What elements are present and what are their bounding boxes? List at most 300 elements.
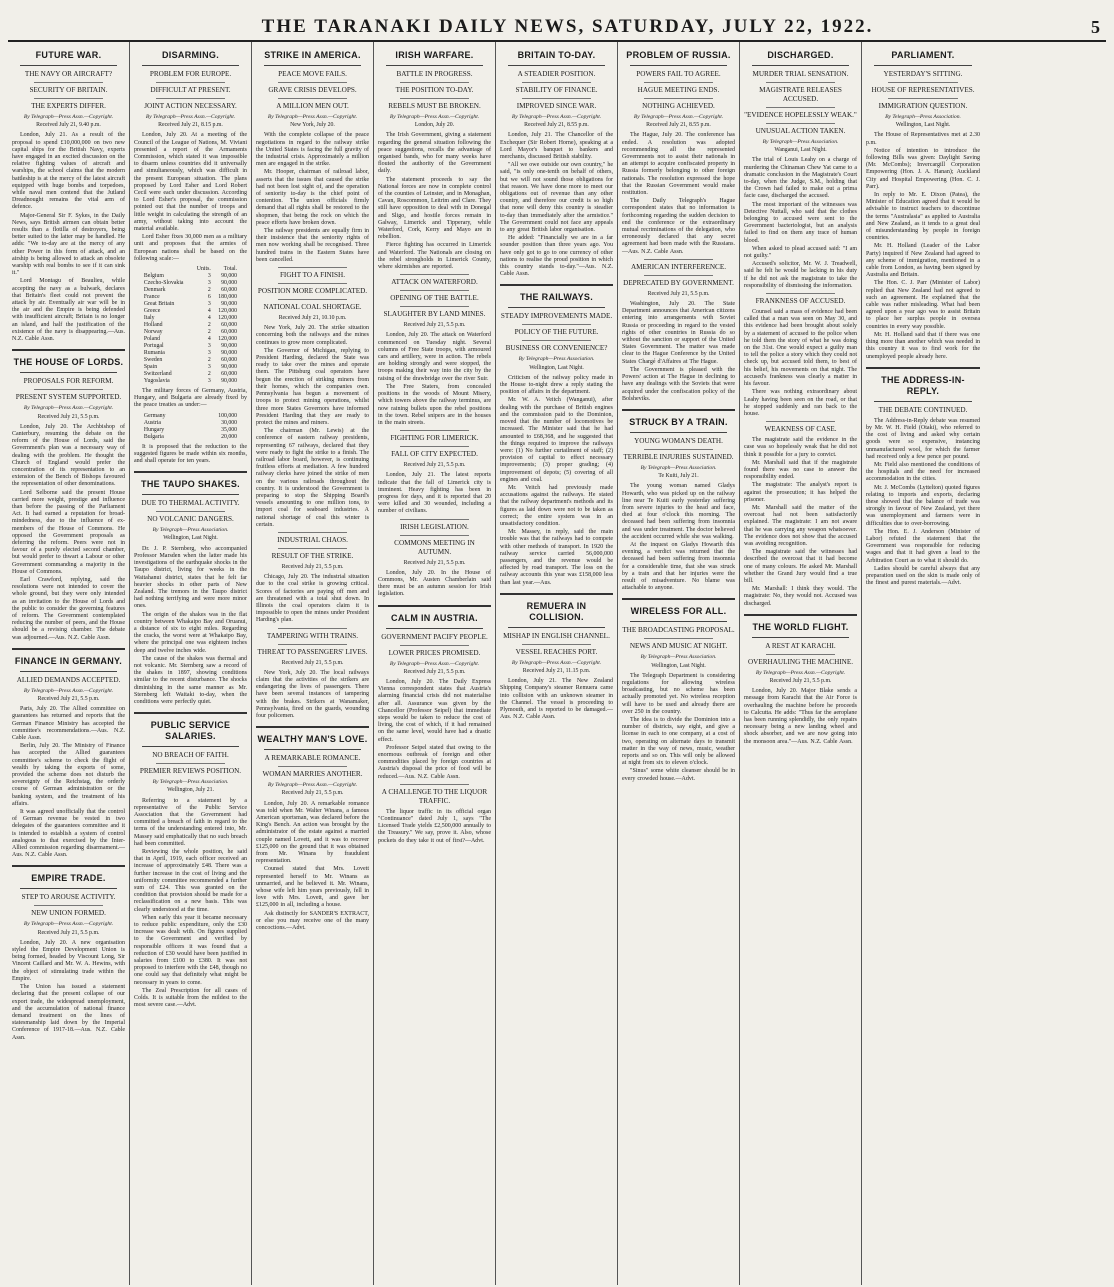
article-dateline: Wellington, July 21. [167,787,214,794]
column-3 [252,42,374,1285]
units-country: Switzerland [143,371,172,378]
deck-rule [278,299,347,300]
headline-rule [20,671,117,672]
article-paragraph: Berlin, July 20. The Ministry of Finance has accepted the Allied guarantees committee's scheme to check the flight of wealth by taking the exports of some, provided the scheme does not disturb the sovereignty of the Reichstag, the orderly course of German administration or the banking system, and the treatment of his affairs. [12,743,125,807]
article [134,712,247,1009]
article-deck: STEP TO AROUSE ACTIVITY. [21,893,116,902]
column-4 [374,42,496,1285]
article-paragraph: Mr. W. A. Veitch (Wanganui), after dealing with the purchase of British engines and the commission paid to the Dominion, moved that the number of locomotives be increased. The Minister said that he had amounted to £68,368, and he suggested that the things required to improve the railways were: (1) No further curtailment of staff; (2) provision of capital to effect necessary improvements; (3) proper grading; (4) improvement of depots; (5) covering of all engines and coal. [500,397,613,483]
units-value: 60,000 [221,371,238,378]
article-byline: By Telegraph—Press Assn.—Copyright. [267,782,358,789]
article-headline: REMUERA IN COLLISION. [526,600,587,622]
article-paragraph: London, July 20. A new organisation styled the Empire Development Union is being formed, headed by Viscount Long, Sir Vincent Caillard and Mr. W. A. Hewins, with the object of stimulating trade within the Empire. [12,939,125,982]
article-byline: By Telegraph—Press Assn.—Copyright. [23,405,114,412]
units-country: Rumania [143,350,165,357]
units-header-row [142,266,239,273]
units-value: 100,000 [218,412,238,419]
units-row [142,287,239,294]
article-byline: By Telegraph—Press Association. [640,654,717,661]
article [256,628,369,721]
article-paragraph: The Address-in-Reply debate was resumed by Mr. W. H. Field (Otaki), who referred to the cost of living and asked why certain goods were so expensive, instancing unmanufactured wool, for which the farmer had received only a few pence per pound. [866,417,980,460]
article-paragraph: Counsel stated that Mrs. Lovett represented herself to Mr. Winans as unmarried, and he believed it. Mr. Winans, whose wife left him years previously, fell in love with Mrs. Lovett, and gave her £125,000 in all, including a house. [256,866,369,909]
headline-rule [630,621,727,622]
units-value: 6 [207,294,211,301]
units-value: 60,000 [221,287,238,294]
article-deck: PREMIER REVIEWS POSITION. [139,767,242,776]
article-deck: COMMONS MEETING IN AUTUMN. [394,538,475,556]
article-deck: YESTERDAY'S SITTING. [883,70,963,78]
units-country: Norway [143,329,163,336]
article-deck: HAGUE MEETING ENDS. [637,86,720,94]
article-paragraph: London, July 21. As a result of the proposal to spend £10,000,000 on two new capital ships for the British Navy, experts have engaged in an excited discussion on the relative fighting values of aircraft and warships, the school claims that the modern battleship is at the mercy of the latest aircraft equipped with huge bombs and torpedoes, while naval men contend that the Jutland Dreadnought remains the vital arm of defence. [12,132,125,211]
article-paragraph: Mr. Marshall said that if the magistrate found there was no case to answer the responsibility ended. [744,459,857,481]
article-byline: By Telegraph—Press Assn.—Copyright. [145,114,236,120]
article-headline: WIRELESS FOR ALL. [630,606,727,617]
article-byline: By Telegraph—Press Association. [152,527,229,534]
article-dateline: Received July 21, 5.5 p.m. [403,668,466,675]
article-paragraph: The Hon. C. J. Parr (Minister of Labor) replied that New Zealand had not agreed to such an agreement. He explained that the cable was rather misleading. What had been agreed upon a year ago was to assist Britain to place her surplus people in oversea countries in every way possible. [866,280,980,330]
deck-rule [766,82,835,83]
article-deck: WEAKNESS OF CASE. [764,425,837,434]
article-deck: NOTHING ACHIEVED. [642,102,715,110]
article-paragraph: Paris, July 20. The Allied committee on guarantees has returned and reports that the German Finance Ministry has accepted the committee's recommendations.—Aus. N.Z. Cable Assn. [12,706,125,742]
article-deck: A STEADIER POSITION. [517,70,596,78]
units-value: 90,000 [221,273,238,280]
deck-rule [400,290,469,291]
section-rule [644,259,713,260]
article-byline: By Telegraph—Press Association. [762,139,839,145]
article-byline: By Telegraph—Press Association. [152,779,229,786]
article-deck: A REMARKABLE ROMANCE. [264,754,361,763]
article-deck: THE NAVY OR AIRCRAFT? [24,70,113,78]
article-paragraph: Lord Esher fixes 30,000 men as a military unit and proposes that the armies of European nations shall be based on the following scale:— [134,234,247,262]
deck-rule [644,275,713,276]
article-paragraph: Mr. H. Holland (Leader of the Labor Party) inquired if New Zealand had agreed to any scheme of immigration, mentioned in a cable from London, as having been signed by Australia and Britain. [866,243,980,279]
section-rule [278,532,347,533]
article [622,259,735,403]
units-value: 90,000 [221,378,238,385]
article-dateline: Wellington, Last Night. [163,535,218,542]
column-5 [496,42,618,1285]
article-dateline: Wellington, Last Night. [895,122,951,129]
article-paragraph: Dr. J. P. Sternberg, who accompanied Professor Marsden when the latter made his investigations of the earthquake shocks in the Taupo district, living for weeks in the Waitahanui district, states that he felt far heavier shocks in other parts of New Zealand. The tremors in the Taupo district had nothing terrifying and were more minor ones. [134,545,247,610]
article-paragraph: Fierce fighting has occurred in Limerick and Waterford. The Nationals are closing on the rebel strongholds in Limerick County, where skirmishes are reported. [378,242,491,271]
article-paragraph: The young woman named Gladys Howarth, who was picked up on the railway line near Te Kuiti early yesterday suffering from severe injuries to the head and face, died at four o'clock this morning. The deceased had been suffering from insomnia and was under treatment. The doctor believed the accident occurred while she was walking. [622,483,735,540]
article-paragraph: Reviewing the whole position, he said that in April, 1919, each officer received an increase of approximately £48. There was a further increase in the cost of living and the uniformity committee recommended a further sum of £24. This was granted on the condition that provision should be made for a reclassification on a new basis. This was clearly understood at the time. [134,848,247,913]
article-headline: CALM IN AUSTRIA. [391,612,478,623]
article-paragraph: "All we owe outside our own country," he said, "is only one-tenth on behalf of others, but we will not sound those obligations for that reason. We have done more to meet our obligations out of revenue than any other country, and therefore our credit is so high that none will deny this country is steadier to-day than immediately after the armistice." The Government could not face any appeals to any great British labor organisation. [500,162,613,234]
article-deck: DEPRECATED BY GOVERNMENT. [623,278,734,287]
units-value: 2 [207,329,211,336]
article-deck: POLICY OF THE FUTURE. [514,328,599,337]
article-byline: By Telegraph—Press Assn.—Copyright. [755,669,846,676]
units-value: 3 [207,343,211,350]
units-value: 3 [207,364,211,371]
deck-rule [522,98,591,99]
article-headline: THE ADDRESS-IN-REPLY. [881,374,965,396]
section-rule [400,430,469,431]
units-country: Yugoslavia [143,378,170,385]
units-value: 2 [207,371,211,378]
units-value: 60,000 [221,329,238,336]
units-value: 180,000 [218,294,238,301]
section-rule [400,274,469,275]
deck-rule [888,98,958,99]
article-dateline: Received July 21, 5.5 p.m. [403,462,466,469]
deck-rule [34,98,103,99]
article [378,519,491,599]
units-value: 3 [207,273,211,280]
article-divider [12,865,125,867]
article-paragraph: When asked to plead accused said: "I am not guilty." [744,245,857,260]
article-paragraph: Mr. J. McCombs (Lyttelton) quoted figures relating to imports and exports, declaring these showed that the balance of trade was strongly in favour of New Zealand, yet there was unemployment and farmers were in difficulties due to over-borrowing. [866,484,980,527]
article-dateline: Received July 21, 5.5 p.m. [281,563,344,570]
article-paragraph: London, July 20. The Archbishop of Canterbury, resuming the debate on the reform of the House of Lords, said the Government's plan was a necessary way of dealing with the problem. He thought the Church of England would prefer the concentration of its representation to an extension of the Bench of Bishops favoured the representation of other denominations. [12,423,125,488]
deck-rule [644,82,713,83]
deck-rule [34,82,103,83]
units-value [189,413,196,420]
units-value: 120,000 [218,308,238,315]
article-deck: BUSINESS OR CONVENIENCE? [505,344,608,353]
units-row [142,322,239,329]
article-dateline: Te Kuiti, July 21. [658,473,699,480]
headline-rule [142,494,239,495]
deck-rule [156,763,225,764]
article-byline: By Telegraph—Press Assn.—Copyright. [267,114,358,120]
article-paragraph: The Zeal Prescription for all cases of Colds. It is suitable from the mildest to the most severe case.—Advt. [134,987,247,1009]
article-paragraph: The chairman (Mr. Lewis) at the conference of eastern railway presidents, representing 67 railways, declared that they were ready to fight the strike to a finish. The railroad labor board, however, is continuing fruitless efforts at mediation. A few hundred railway clerks have joined the strike of men on the various railroads throughout the country. It is understood the Government is preparing to stop the Shipping Board's vessels amounting to one million tons, to import coal for seaboard industries. A national shortage of coal this winter is certain. [256,428,369,528]
article-paragraph: The cause of the shakes was thermal and not volcanic. Mr. Sternberg saw a record of the shakes in 1897, showing conditions similar to the recent disturbance. The shocks diminishing in the same manner as Mr. Sternberg left Waitaki to-day, when the conditions were perfectly quiet. [134,655,247,705]
page-number: 5 [1091,17,1100,37]
deck-rule [644,449,713,450]
article-deck: STABILITY OF FINANCE. [515,86,598,94]
units-row [142,273,239,280]
article-paragraph: Ask distinctly for SANDER'S EXTRACT, or else you may receive one of the many concoctions.—Advt. [256,910,369,932]
article-byline: By Telegraph—Press Association. [518,356,595,363]
article [256,726,369,932]
units-value: 2 [207,322,211,329]
headline-rule [508,65,605,66]
article-deck: ALLIED DEMANDS ACCEPTED. [16,675,121,684]
article-deck: SECURITY OF BRITAIN. [29,86,108,94]
units-country: Germany [143,412,166,419]
article-divider [622,598,735,600]
article-deck: STEADY IMPROVEMENTS MADE. [500,312,613,321]
article-deck: GRAVE CRISIS DEVELOPS. [268,86,357,94]
deck-rule [644,98,713,99]
headline-rule [386,65,483,66]
article-paragraph: Professor Seipel stated that owing to the enormous outbreak of foreign and other commodities placed by foreign countries at Austria's disposal the price of food will be reduced.—Aus. N.Z. Cable Assn. [378,744,491,780]
article-paragraph: The Telegraph Department is considering regulations for allowing wireless broadcasting, but no scheme has been actually promoted yet. No wireless reception will have to be used and already there are over 250 in the country. [622,672,735,715]
article-deck: THE DEBATE CONTINUED. [878,405,968,414]
article-dateline: Wanganui, Last Night. [774,147,827,154]
article-deck: FIGHTING FOR LIMERICK. [390,434,479,443]
article-deck: PEACE MOVE FAILS. [278,70,347,78]
article-deck: THE POSITION TO-DAY. [395,86,474,94]
article-deck: POWERS FAIL TO AGREE. [636,70,721,78]
units-country: Hungary [143,426,165,433]
article-headline: WEALTHY MAN'S LOVE. [257,734,368,745]
units-row [142,434,239,441]
units-row [142,315,239,322]
article-paragraph: London, July 21. The Chancellor of the Exchequer (Sir Robert Horne), speaking at a Lord Mayor's banquet to bankers and merchants, discussed British stability. [500,132,613,161]
column-2 [130,42,252,1285]
units-country: Austria [143,419,161,426]
article-paragraph: The Daily Telegraph's Hague correspondent states that no information is forthcoming regarding the sudden decision to end the conference or the extraordinary mutual recriminations of the delegation, who erroneously declared that any secret agreement had been made with the Russians.—Aus. N.Z. Cable Assn. [622,198,735,255]
headline-rule [508,627,605,628]
headline-rule [264,749,361,750]
units-row [142,420,239,427]
article-headline: THE HOUSE OF LORDS. [13,357,124,368]
deck-rule [400,446,469,447]
deck-rule [34,905,103,906]
article-dateline: Received July 21, 5.5 p.m. [281,659,344,666]
article-paragraph: London, July 21. The latest reports indicate that the fall of Limerick city is imminent. Heavy fighting has been in progress for days, and it is reported that 20 were killed and 30 wounded, including a number of civilians. [378,472,491,515]
section-rule [400,519,469,520]
article-paragraph: The Government is pleased with the Powers' action at The Hague in declining to have any dealings with the Soviets that were acquired under the confiscation policy of the Bolsheviks. [622,366,735,402]
article-deck: THE EXPERTS DIFFER. [31,102,106,110]
units-value: 3 [207,350,211,357]
units-country: Great Britain [143,301,175,308]
deck-rule [766,123,835,124]
units-country: Italy [143,315,155,322]
article-deck: JOINT ACTION NECESSARY. [144,102,237,110]
article [12,865,125,1041]
units-row [142,329,239,336]
article [256,532,369,625]
article-headline: FINANCE IN GERMANY. [14,655,123,666]
article-deck: NATIONAL COAL SHORTAGE. [263,303,362,312]
article [134,471,247,706]
article [622,50,735,256]
article [134,50,247,465]
deck-rule [278,283,347,284]
article-paragraph: The Free Staters, from concealed positions in the woods of Mount Misery, which towers above the railway terminus, are now raining bullets upon the rebel positions in the town. Rebel snipers are in the houses in the main streets. [378,383,491,426]
article-headline: EMPIRE TRADE. [31,873,106,884]
article-paragraph: It was agreed unofficially that the control of German revenue be vested in two delegates of the guarantees committee and it is intended to establish a system of control analogous to that exercised by the Inter-Allied commission regarding disarmament.—Aus. N.Z. Cable Assn. [12,809,125,859]
article-divider [12,648,125,650]
article-paragraph: He added: "Financially we are in a far sounder position than three years ago. You have only got to go to one currency of other nations to realise the proud position in which this country stands to-day."—Aus. N.Z. Cable Assn. [500,235,613,278]
units-country: Czecho-Slovakia [143,280,184,287]
units-value: 4 [207,308,211,315]
article [12,50,125,343]
article-divider [622,409,735,411]
units-header-cell: Total. [223,266,238,273]
column-8 [862,42,984,1285]
deck-rule [522,644,591,645]
units-header-cell: Units. [196,266,211,273]
article-deck: A CHALLENGE TO THE LIQUOR TRAFFIC. [381,787,488,805]
article-paragraph: London, July 20. At a meeting of the Council of the League of Nations, M. Viviani presented a report of the Armaments Commission, which stated it was impossible to disarm unless countries did it universally and simultaneously, which was difficult in the present European situation. The plans proposed by Lord Esher and Lord Robert Cecil were each under discussion. According to Lord Esher's proposal, the commission pointed out that the number of troops and little weight in calculating the strength of an army, without taking into account the material available. [134,132,247,233]
article-paragraph: The most important of the witnesses was Detective Nuttall, who said that the clothes belonging to accused were sent to the Government bacteriologist, but an analysis failed to find on them any trace of human blood. [744,201,857,244]
article-dateline: Received July 21, 5.5 p.m. [403,322,466,329]
article-deck: FRANKNESS OF ACCUSED. [755,297,846,306]
units-country: Spain [143,364,158,371]
units-value: 90,000 [221,280,238,287]
units-country: Bulgaria [143,433,164,440]
units-row [142,301,239,308]
article-paragraph: The idea is to divide the Dominion into a number of districts, say eight, and give a license in each to one company, at a cost of two, operating on alternate days to transmit matter in the way of news, music, weather reports and so on. This will only be allowed at night from six to eleven o'clock. [622,716,735,767]
units-value: 4 [207,336,211,343]
units-row [142,371,239,378]
headline-rule [874,401,972,402]
headline-rule [264,65,361,66]
article-paragraph: Mr. Field also mentioned the conditions of the hospitals and the need for increased accommodation in the cities. [866,461,980,483]
article-dateline: Wellington, Last Night. [529,364,584,371]
headline-rule [630,65,727,66]
article-deck: RESULT OF THE STRIKE. [271,551,354,560]
article [744,293,857,418]
article-paragraph: Mr. Massey, in reply, said the main trouble was that the railways had to compete with other methods of transport. In 1920 the railway service carried 56,000,000 passengers, and the revenue would be affected by road transport. The loss on the railway accounts this year was £158,000 less than last year.—Aus. [500,529,613,586]
units-row [142,413,239,420]
article-dateline: Received July 21, 5.5 p.m. [37,413,100,420]
units-country: France [143,294,160,301]
headline-rule [752,637,849,638]
headline-rule [20,888,117,889]
units-value [189,427,196,434]
article-paragraph: Ladies should be careful always that any preparation used on the skin is made only of the finest and purest materials.—Advt. [866,565,980,587]
article-deck: TERRIBLE INJURIES SUSTAINED. [623,452,734,461]
units-row [142,378,239,385]
article-deck: AMERICAN INTERFERENCE. [630,262,727,271]
article-paragraph: Referring to a statement by a representative of the Public Service Association that the Government had committed a breach of faith in regard to the terms of the understanding entered into, Mr. Massey said emphatically that no such breach had been committed. [134,797,247,847]
article-dateline: Received July 21, 5.5 p.m. [647,290,710,297]
article-headline: PUBLIC SERVICE SALARIES. [150,720,231,742]
article-deck: LOWER PRICES PROMISED. [388,648,481,657]
units-value: 30,000 [221,419,238,426]
article-paragraph: The railway presidents are equally firm in their insistence that the seniority rights of men now working shall be recognised. Three hundred trains in the Eastern States have been cancelled. [256,228,369,263]
article-byline: By Telegraph—Press Assn.—Copyright. [511,114,602,120]
units-row [142,357,239,364]
article [744,50,857,290]
article-divider [134,471,247,473]
units-country: Holland [143,322,163,329]
article-headline: THE RAILWAYS. [519,292,594,303]
units-value: 120,000 [218,336,238,343]
article [378,274,491,427]
article-deck: SLAUGHTER BY LAND MINES. [383,310,486,319]
article-deck: YOUNG WOMAN'S DEATH. [634,436,723,445]
article-paragraph: There was nothing extraordinary about Leahy having been seen on the road, or that he stopped suddenly and ran back to the house. [744,389,857,417]
article-paragraph: In reply to Mr. E. Dixon (Patea), the Minister of Education agreed that it would be advisable to instruct teachers to discontinue the terms "Australasia" as applied to Australia and New Zealand, as it tends to a great deal of misunderstanding by people in foreign countries. [866,192,980,242]
article-paragraph: The House of Representatives met at 2.30 p.m. [866,132,980,146]
article-deck: "EVIDENCE HOPELESSLY WEAK." [744,111,857,119]
article [500,284,613,586]
article-paragraph: Criticism of the railway policy made in the House to-night drew a reply stating the position of affairs in the department. [500,374,613,396]
units-row [142,364,239,371]
units-value: 60,000 [221,322,238,329]
article-paragraph: London, July 20. Major Blake sends a message from Karachi that the Air Force is overhauling the machine before he proceeds to Calcutta. He adds: "Thus far the aeroplane has been running splendidly, the only repairs necessary being a new landing wheel and shock absorber, and we are now going into the monsoon area."—Aus. N.Z. Cable Assn. [744,688,857,745]
article-deck: DUE TO THERMAL ACTIVITY. [141,499,240,508]
article [378,784,491,845]
article [866,50,980,361]
article-dateline: Received July 21, 10.10 p.m. [278,315,347,322]
article-deck: OPENING OF THE BATTLE. [390,294,479,303]
units-value: 35,000 [221,426,238,433]
deck-rule [278,548,347,549]
article-deck: UNUSUAL ACTION TAKEN. [755,127,846,135]
article [378,430,491,515]
article-dateline: Received July 21, 8.15 p.m. [158,122,223,129]
deck-rule [400,535,469,536]
article-dateline: Received July 21, 5.5 p.m. [37,696,100,702]
article-headline: DISCHARGED. [767,50,834,60]
units-value: 2 [207,357,211,364]
article-paragraph: Lord Montagu of Beaulieu, while accepting the navy as a bulwark, declares that Britain's fleet could not prevent the attack by air. Eventually air war will be in the air and the Empire is being defended with insufficient aircraft; Britain is no longer an island, and half the justification of the existence of the navy is disappearing.—Aus. N.Z. Cable Assn. [12,278,125,343]
article-paragraph: Mr. Marshall: I think they would. The magistrate: No, they would not. Accused was discharged. [744,586,857,607]
units-row [142,336,239,343]
units-value: 90,000 [221,301,238,308]
article-paragraph: London, July 20. The attack on Waterford commenced on Tuesday night. Several columns of Free State troops, with armoured cars and artillery, were in action. The rebels are holding strongly and were stopped, the troops making their way into the city by the raising of the drawbridge over the river Suir. [378,332,491,382]
article-deck: IMPROVED SINCE WAR. [516,102,597,110]
article-deck: PROPOSALS FOR REFORM. [23,377,114,386]
deck-rule [400,645,469,646]
article-headline: PARLIAMENT. [891,50,955,60]
article-headline: THE WORLD FLIGHT. [752,621,849,632]
masthead-title: THE TARANAKI DAILY NEWS, SATURDAY, JULY 22, 1922. [261,16,874,37]
units-header-cell [142,266,192,273]
article-divider [866,367,980,369]
deck-rule [766,654,835,655]
article-dateline: New York, July 20. [290,122,335,129]
article-byline: By Telegraph—Press Assn.—Copyright. [23,921,114,928]
article-paragraph: London, July 20. A remarkable romance was told when Mr. Walter Winans, a famous American sportsman, was declared before the King's Bench. An action was brought by the administrator of the estate against a married couple named Lovett, and it was to recover £125,000 on the ground that it was obtained from Mr. Winans by fraudulent representation. [256,800,369,865]
units-row [142,280,239,287]
article-dateline: Received July 21, 8.55 p.m. [524,122,589,129]
article-headline: PROBLEM OF RUSSIA. [626,50,731,60]
headline-rule [20,65,117,66]
units-row [142,343,239,350]
deck-rule [278,644,347,645]
article-paragraph: The Hon. E. J. Anderson (Minister of Labor) refuted the statement that the Government was responsible for reducing wages and that it had given a lead to the Arbitration Court as to what it should do. [866,528,980,564]
article-deck: MISHAP IN ENGLISH CHANNEL. [503,631,610,640]
article-paragraph: It is proposed that the reduction to the suggested figures be made within six months, and shall operate for ten years. [134,443,247,465]
article-divider [500,284,613,286]
article-paragraph: The origin of the shakes was in the flat country between Whakaipo Bay and Oruanui, a distance of six to eight miles. Regarding the cracks, the worst were at Whakaipo Bay, where the principal one was eighteen inches deep and twelve inches wide. [134,611,247,654]
article-deck: A MILLION MEN OUT. [276,102,349,110]
article-deck: NO VOLCANIC DANGERS. [147,515,234,524]
article-divider [134,712,247,714]
units-value: 2 [207,287,211,294]
deck-rule [522,82,591,83]
units-row [142,350,239,357]
units-country: Portugal [143,343,164,350]
army-units-table [142,266,239,385]
article-paragraph: Accused's solicitor, Mr. W. J. Treadwell, said he felt he would be lacking in his duty if he did not ask the magistrate to take the responsibility of dismissing the information. [744,261,857,289]
deck-rule [766,107,835,108]
article-dateline: Received July 21, 9.40 p.m. [36,122,101,129]
article-paragraph: The Governor of Michigan, replying to President Harding, declared the State was ready to take over the mines and operate them. The Pittsburg coal operators have begun the erection of striking miners from their homes, which the companies own. Pennsylvania has begun a movement of troops to protect mining operations, whilst three more States Governors have informed President Harding that they are ready to protect the mines and miners. [256,347,369,426]
article-deck: THE BROADCASTING PROPOSAL. [622,626,735,635]
article-byline: By Telegraph—Press Assn.—Copyright. [633,114,724,120]
article-deck: IMMIGRATION QUESTION. [878,102,968,110]
article-paragraph: The Irish Government, giving a statement regarding the general situation following the peace suggestions, recalls the advantage of organised bands, who for many weeks have flouted the authority of the Government daily. [378,132,491,175]
column-1 [8,42,130,1285]
article [500,50,613,278]
article-dateline: Received July 21, 11.15 p.m. [522,667,591,674]
article-deck: A REST AT KARACHI. [765,641,836,650]
units-row [142,427,239,434]
article-divider [744,614,857,616]
article-dateline: Received July 21, 5.5 p.m. [281,790,344,797]
headline-rule [752,65,849,66]
article-deck: POSITION MORE COMPLICATED. [257,287,368,296]
deck-rule [522,324,591,325]
columns-container [8,42,1106,1285]
units-value: 3 [207,280,211,287]
article-paragraph: Counsel said a mass of evidence had been called that a man was seen on May 30, and this evidence had been brought about solely by a statement of accused to the police when he told them the story of what he was doing on the 31st. One would expect a guilty man to tell the police a story which they could not check up, but accused told them, to best of his belief, his movements on that night. The accused's frankness was clearly a matter in his favour. [744,309,857,388]
article-byline: By Telegraph—Press Assn.—Copyright. [23,114,114,120]
